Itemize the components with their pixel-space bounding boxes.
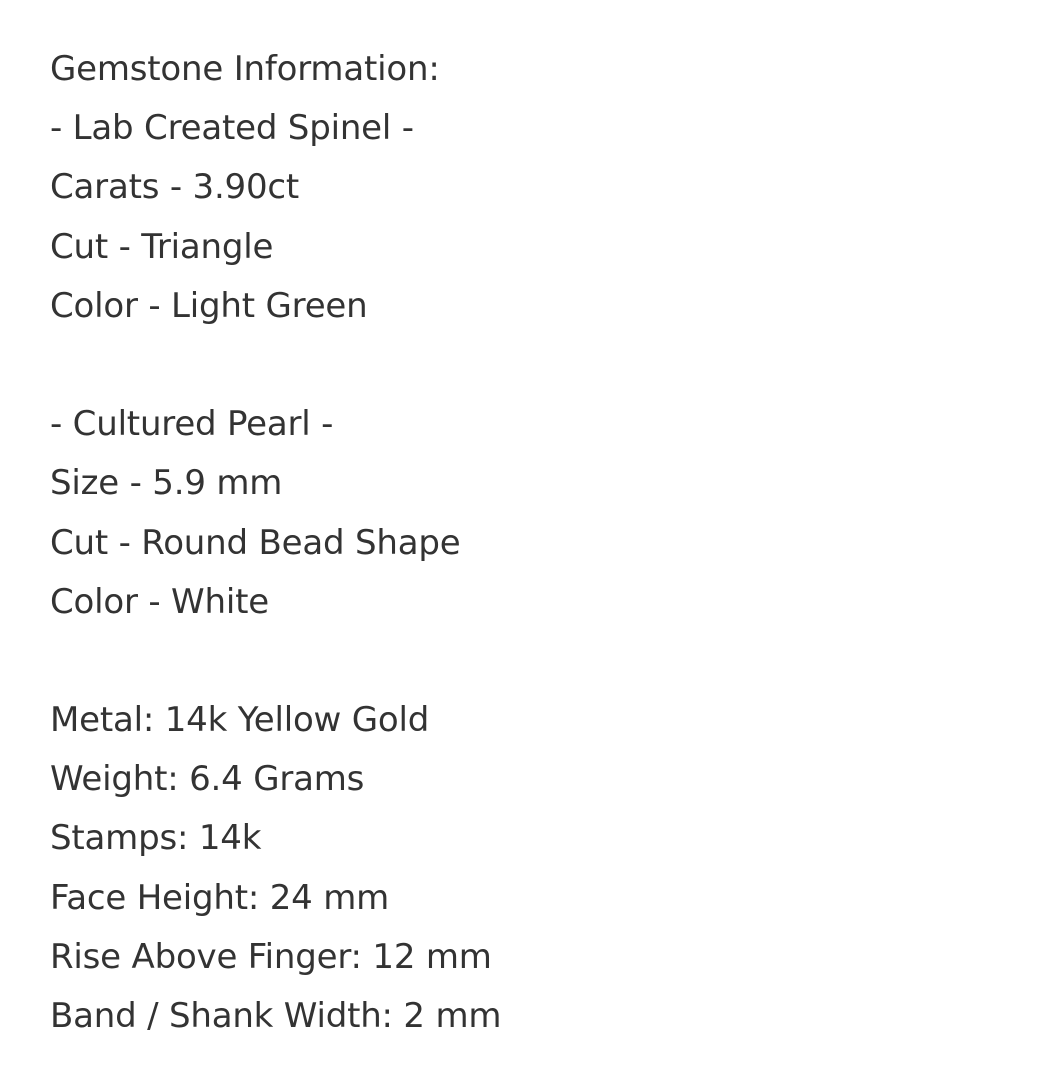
pearl-title: - Cultured Pearl - (50, 404, 334, 445)
section-spacer (50, 632, 1030, 691)
metal-type: Metal: 14k Yellow Gold (50, 700, 430, 741)
gemstone-heading: Gemstone Information: (50, 49, 440, 89)
spinel-title: - Lab Created Spinel - (50, 108, 414, 149)
rise-above-finger: Rise Above Finger: 12 mm (50, 936, 492, 977)
spinel-color: Color - Light Green (50, 285, 368, 326)
face-height: Face Height: 24 mm (50, 877, 390, 918)
pearl-section (50, 395, 1030, 632)
pearl-cut: Cut - Round Bead Shape (50, 522, 461, 563)
spinel-cut: Cut - Triangle (50, 226, 274, 267)
section-spacer (50, 336, 1030, 395)
spinel-section (50, 99, 1030, 336)
metal-weight: Weight: 6.4 Grams (50, 759, 365, 800)
spinel-carats: Carats - 3.90ct (50, 167, 300, 208)
pearl-color: Color - White (50, 581, 269, 622)
pearl-size: Size - 5.9 mm (50, 463, 283, 504)
band-shank-width: Band / Shank Width: 2 mm (50, 996, 502, 1036)
metal-section (50, 691, 1030, 1046)
product-description (50, 40, 1030, 1046)
metal-stamps: Stamps: 14k (50, 818, 262, 859)
